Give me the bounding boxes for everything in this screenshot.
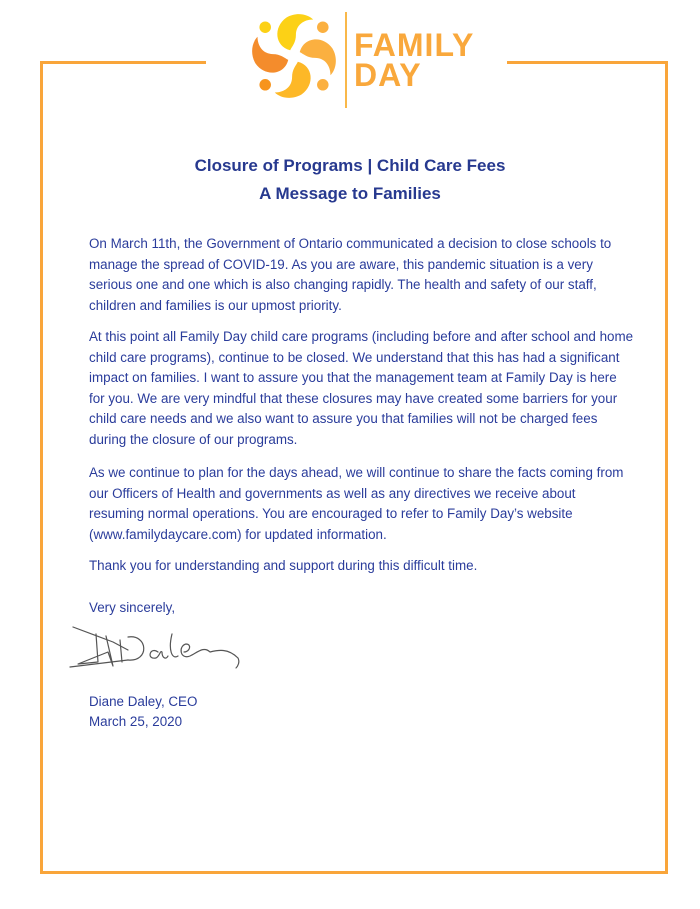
logo-text-family: FAMILY <box>354 27 475 63</box>
closing-line: Very sincerely, <box>89 600 176 615</box>
frame-top-left-border <box>40 61 206 64</box>
frame-top-right-border <box>507 61 668 64</box>
paragraph-4 <box>89 556 634 577</box>
handwritten-signature <box>68 622 268 672</box>
logo-text-day: DAY <box>354 57 422 93</box>
frame-left-border <box>40 61 43 874</box>
paragraph-2 <box>89 327 634 451</box>
paragraph-1 <box>89 234 634 316</box>
paragraph-3 <box>89 463 634 545</box>
paragraph-4-text: Thank you for understanding and support during this difficult time. <box>89 558 478 573</box>
paragraph-2-text: At this point all Family Day child care programs (including before and after school and home child care programs), continue to be closed. We understand that this has had a significant impact on families. I want to assure you that the management team at Family Day is here for you. We are very mindful that these closures may have created some barriers for your child care needs and we also want to assure you that families will not be charged fees during the closure of our programs. <box>89 329 634 447</box>
paragraph-1-text: On March 11th, the Government of Ontario communicated a decision to close schools to manage the spread of COVID-19. As you are aware, this pandemic situation is a very serious one and one which is also changing rapidly. The health and safety of our staff, children and families is our upmost priority. <box>89 236 612 313</box>
frame-bottom-border <box>40 871 668 874</box>
paragraph-3-text: As we continue to plan for the days ahead, we will continue to share the facts coming from our Officers of Health and governments as well as any directives we receive about resuming normal operations. You are encouraged to refer to Family Day’s website (www.familydaycare.com) for updated information. <box>89 465 624 542</box>
signatory-name-title: Diane Daley, CEO <box>89 694 198 709</box>
logo-wordmark <box>354 27 475 93</box>
pinwheel-logo-icon <box>246 8 342 104</box>
letter-date: March 25, 2020 <box>89 714 183 729</box>
page-subtitle: A Message to Families <box>259 184 441 203</box>
page-title: Closure of Programs | Child Care Fees <box>194 156 506 175</box>
family-day-logo <box>246 8 476 108</box>
logo-divider <box>345 12 347 108</box>
frame-right-border <box>665 61 668 874</box>
